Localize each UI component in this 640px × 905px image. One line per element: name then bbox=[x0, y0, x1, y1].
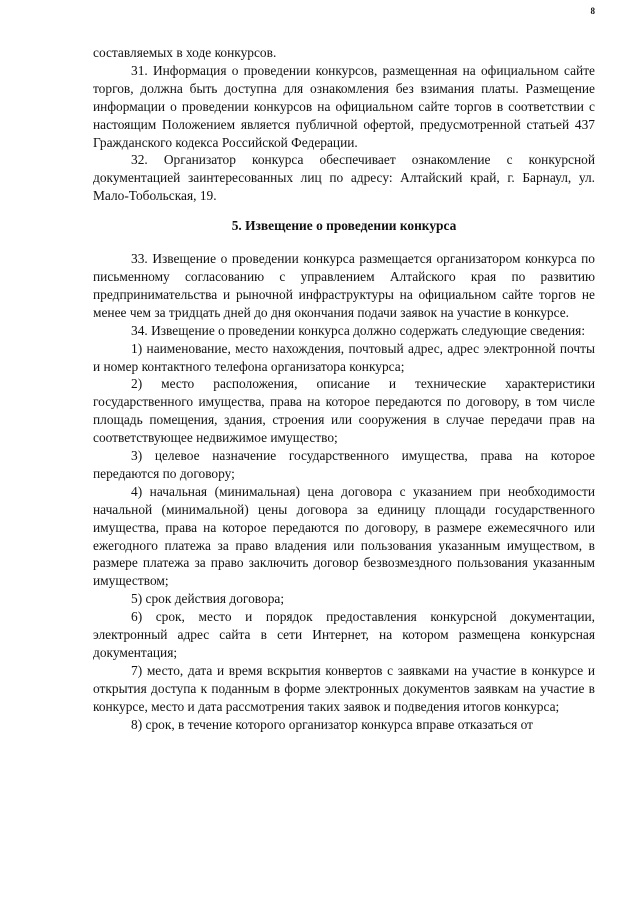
paragraph: 3) целевое назначение государственного имущества, права на которое передаются по договору; bbox=[93, 448, 595, 481]
page-number: 8 bbox=[590, 6, 595, 16]
document-body bbox=[93, 44, 595, 734]
paragraph: составляемых в ходе конкурсов. bbox=[93, 45, 277, 60]
paragraph: 8) срок, в течение которого организатор конкурса вправе отказаться от bbox=[131, 716, 533, 732]
paragraphs-after-heading bbox=[93, 250, 595, 733]
paragraph: 2) место расположения, описание и технические характеристики государственного имущества, права на которое передаются по договору, в том числе площадь помещения, здания, строения или сооружения в случае передачи прав на соответствующее недвижимое имущество; bbox=[93, 376, 595, 446]
paragraph: 32. Организатор конкурса обеспечивает ознакомление с конкурсной документацией заинтересованных лиц по адресу: Алтайский край, г. Барнаул, ул. Мало-Тобольская, 19. bbox=[93, 152, 595, 204]
paragraph: 34. Извещение о проведении конкурса должно содержать следующие сведения: bbox=[131, 322, 586, 338]
paragraphs-before-heading bbox=[93, 44, 595, 205]
paragraph: 31. Информация о проведении конкурсов, размещенная на официальном сайте торгов, должна быть доступна для ознакомления без взимания платы. Размещение информации о проведении конкурсов на официальном сайте торгов в соответствии с настоящим Положением является публичной офертой, предусмотренной статьей 437 Гражданского кодекса Российской Федерации. bbox=[93, 62, 595, 150]
paragraph: 7) место, дата и время вскрытия конвертов с заявками на участие в конкурсе и открытия доступа к поданным в форме электронных документов заявкам на участие в конкурсе, место и дата рассмотрения таких заявок и подведения итогов конкурса; bbox=[93, 662, 595, 714]
paragraph: 1) наименование, место нахождения, почтовый адрес, адрес электронной почты и номер контактного телефона организатора конкурса; bbox=[93, 340, 595, 374]
paragraph: 33. Извещение о проведении конкурса размещается организатором конкурса по письменному согласованию с управлением Алтайского края по развитию предпринимательства и рыночной инфраструктуры на официальном сайте торгов не менее чем за тридцать дней до дня окончания подачи заявок на участие в конкурсе. bbox=[93, 251, 595, 320]
paragraph: 4) начальная (минимальная) цена договора с указанием при необходимости начальной (минимальной) цены договора за единицу площади государственного имущества, права на которое передаются по договору, в размере ежемесячного или ежегодного платежа за право владения или пользования указанным имуществом, в размере платежа за право заключить договор безвозмездного пользования указанным имуществом; bbox=[93, 483, 595, 589]
section-heading: 5. Извещение о проведении конкурса bbox=[231, 218, 457, 234]
paragraph: 5) срок действия договора; bbox=[131, 591, 285, 607]
paragraph: 6) срок, место и порядок предоставления конкурсной документации, электронный адрес сайта в сети Интернет, на котором размещена конкурсная документация; bbox=[93, 609, 595, 660]
